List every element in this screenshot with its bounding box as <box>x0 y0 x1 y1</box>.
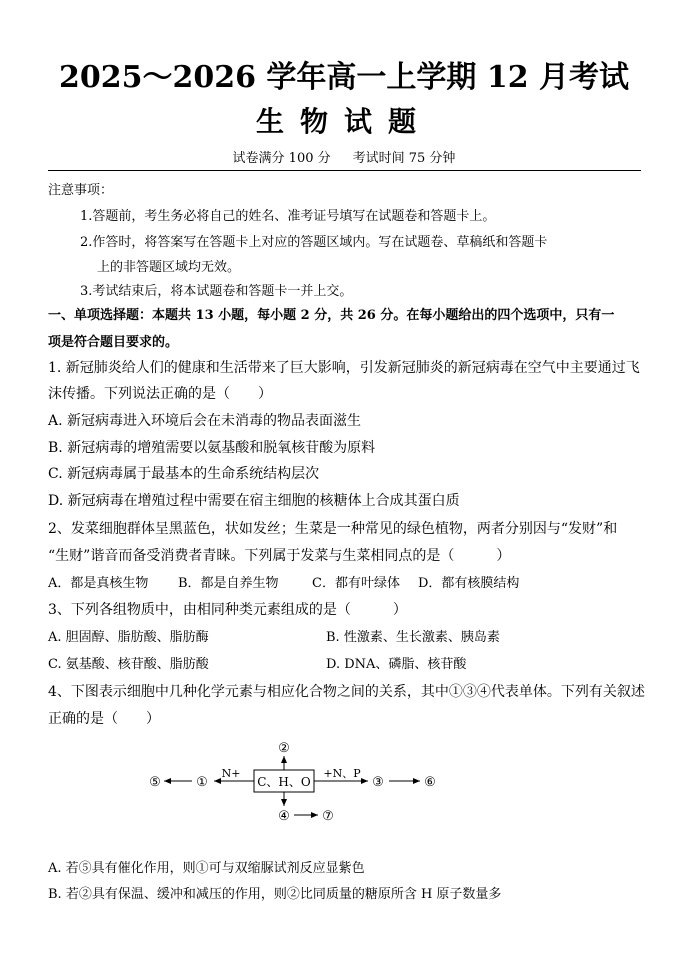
question-3-option-b: B. 性激素、生长激素、胰岛素 <box>326 630 500 645</box>
section-heading: 一、单项选择题：本题共 13 小题，每小题 2 分，共 26 分。在每小题给出的四个选项中，只有一 <box>48 308 615 323</box>
notice-item: 上的非答题区域均无效。 <box>97 260 241 275</box>
question-2-option-c: C．都有叶绿体 <box>312 576 400 591</box>
subject-title: 生物试题 <box>255 105 432 138</box>
elements-box-label: C、H、O <box>257 775 311 789</box>
node-4: ④ <box>278 809 290 824</box>
question-2-option-b: B．都是自养生物 <box>178 576 279 591</box>
left-label: N+ <box>221 767 241 780</box>
header-divider <box>48 170 641 171</box>
question-1-stem-cont: 沫传播。下列说法正确的是（ ） <box>48 386 272 402</box>
notice-heading: 注意事项： <box>48 183 114 198</box>
notice-item: 3.考试结束后，将本试题卷和答题卡一并上交。 <box>80 284 353 299</box>
question-4-option-b: B. 若②具有保温、缓冲和减压的作用，则②比同质量的糖原所含 H 原子数量多 <box>48 887 502 902</box>
question-3-option-d: D. DNA、磷脂、核苷酸 <box>326 657 467 672</box>
node-3: ③ <box>372 775 384 790</box>
exam-title: 2025～2026 学年高一上学期 12 月考试 <box>58 60 630 95</box>
notice-item: 2.作答时，将答案写在答题卡上对应的答题区域内。写在试题卷、草稿纸和答题卡 <box>80 235 548 250</box>
exam-meta <box>0 147 688 166</box>
node-6: ⑥ <box>424 775 436 790</box>
section-heading-cont: 项是符合题目要求的。 <box>48 335 179 350</box>
exam-time: 考试时间 75 分钟 <box>352 151 456 166</box>
node-2: ② <box>278 741 290 756</box>
question-2-stem-cont: “生财”谐音而备受消费者青睐。下列属于发菜与生菜相同点的是（ ） <box>48 548 511 564</box>
question-2-stem: 2、发菜细胞群体呈黑蓝色，状如发丝；生菜是一种常见的绿色植物，两者分别因与“发财”和 <box>48 521 618 537</box>
node-5: ⑤ <box>149 775 161 790</box>
question-2-option-d: D．都有核膜结构 <box>418 576 520 591</box>
question-4-stem: 4、下图表示细胞中几种化学元素与相应化合物之间的关系，其中①③④代表单体。下列有关叙述 <box>48 684 645 700</box>
element-compound-diagram <box>130 730 460 830</box>
question-1-option-b: B. 新冠病毒的增殖需要以氨基酸和脱氧核苷酸为原料 <box>48 440 376 456</box>
question-1-option-c: C. 新冠病毒属于最基本的生命系统结构层次 <box>48 466 320 482</box>
question-4-option-a: A. 若⑤具有催化作用，则①可与双缩脲试剂反应显紫色 <box>48 861 365 876</box>
question-1-option-d: D. 新冠病毒在增殖过程中需要在宿主细胞的核糖体上合成其蛋白质 <box>48 493 460 509</box>
right-label: +N、P <box>323 767 361 780</box>
question-1-stem: 1. 新冠肺炎给人们的健康和生活带来了巨大影响，引发新冠肺炎的新冠病毒在空气中主要通过飞 <box>48 360 640 376</box>
notice-item: 1.答题前，考生务必将自己的姓名、准考证号填写在试题卷和答题卡上。 <box>80 209 496 224</box>
question-3-stem: 3、下列各组物质中，由相同种类元素组成的是（ ） <box>48 602 407 618</box>
question-3-option-a: A. 胆固醇、脂肪酸、脂肪酶 <box>48 630 209 645</box>
question-3-option-c: C. 氨基酸、核苷酸、脂肪酸 <box>48 657 209 672</box>
question-2-option-a: A．都是真核生物 <box>48 576 149 591</box>
question-4-stem-cont: 正确的是（ ） <box>48 711 160 727</box>
full-score: 试卷满分 100 分 <box>232 151 331 166</box>
question-1-option-a: A. 新冠病毒进入环境后会在未消毒的物品表面滋生 <box>48 413 362 429</box>
node-7: ⑦ <box>322 809 334 824</box>
node-1: ① <box>196 775 208 790</box>
